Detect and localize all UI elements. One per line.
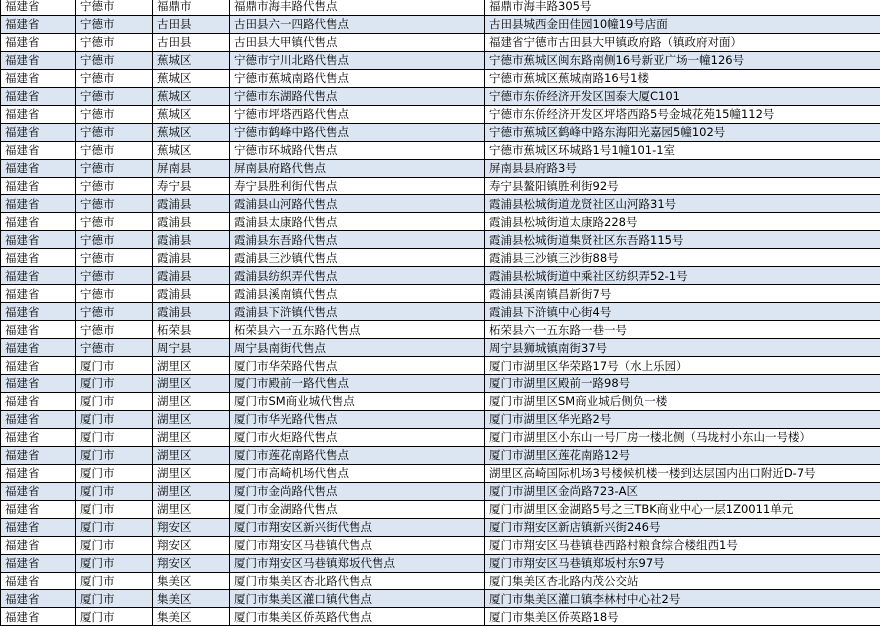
city-cell: 宁德市 (76, 339, 153, 357)
province-cell: 福建省 (1, 141, 76, 159)
city-cell: 宁德市 (76, 231, 153, 249)
province-cell: 福建省 (1, 410, 76, 428)
province-cell: 福建省 (1, 69, 76, 87)
address-cell: 厦门市湖里区金尚路723-A区 (485, 482, 880, 500)
agency-name-cell: 厦门市金湖路代售点 (230, 500, 485, 518)
table-row (1, 500, 880, 518)
agency-name-cell: 宁德市环城路代售点 (230, 141, 485, 159)
district-cell: 霞浦县 (153, 267, 230, 285)
district-cell: 集美区 (153, 590, 230, 608)
city-cell: 宁德市 (76, 69, 153, 87)
city-cell: 宁德市 (76, 51, 153, 69)
province-cell: 福建省 (1, 375, 76, 393)
city-cell: 厦门市 (76, 357, 153, 375)
district-cell: 翔安区 (153, 554, 230, 572)
address-cell: 厦门市翔安区新店镇新兴街246号 (485, 518, 880, 536)
table-row (1, 446, 880, 464)
province-cell: 福建省 (1, 536, 76, 554)
address-cell: 霞浦县松城街道太康路228号 (485, 213, 880, 231)
province-cell: 福建省 (1, 105, 76, 123)
city-cell: 厦门市 (76, 572, 153, 590)
district-cell: 霞浦县 (153, 231, 230, 249)
agency-name-cell: 柘荣县六一五东路代售点 (230, 321, 485, 339)
district-cell: 翔安区 (153, 518, 230, 536)
district-cell: 湖里区 (153, 410, 230, 428)
city-cell: 宁德市 (76, 123, 153, 141)
district-cell: 蕉城区 (153, 123, 230, 141)
table-row (1, 231, 880, 249)
city-cell: 厦门市 (76, 518, 153, 536)
address-cell: 厦门市湖里区金湖路5号之三TBK商业中心一层1Z0011单元 (485, 500, 880, 518)
district-cell: 翔安区 (153, 536, 230, 554)
table-row (1, 33, 880, 51)
city-cell: 厦门市 (76, 410, 153, 428)
agency-name-cell: 厦门市集美区侨英路代售点 (230, 608, 485, 626)
address-cell: 宁德市蕉城区蕉城南路16号1楼 (485, 69, 880, 87)
agency-name-cell: 厦门市集美区杏北路代售点 (230, 572, 485, 590)
address-cell: 屏南县县府路3号 (485, 159, 880, 177)
city-cell: 厦门市 (76, 375, 153, 393)
address-cell: 宁德市蕉城区闽东路南侧16号新亚广场一幢126号 (485, 51, 880, 69)
address-cell: 厦门市翔安区马巷镇巷西路村粮食综合楼组西1号 (485, 536, 880, 554)
agency-name-cell: 厦门市莲花南路代售点 (230, 446, 485, 464)
province-cell: 福建省 (1, 428, 76, 446)
agency-name-cell: 宁德市宁川北路代售点 (230, 51, 485, 69)
address-cell: 宁德市东侨经济开发区坪塔西路5号金城花苑15幢112号 (485, 105, 880, 123)
province-cell: 福建省 (1, 123, 76, 141)
district-cell: 集美区 (153, 608, 230, 626)
address-cell: 厦门市湖里区华荣路17号（水上乐园） (485, 357, 880, 375)
table-row (1, 15, 880, 33)
table-row (1, 321, 880, 339)
city-cell: 宁德市 (76, 213, 153, 231)
agency-name-cell: 厦门市华荣路代售点 (230, 357, 485, 375)
agency-name-cell: 厦门市翔安区马巷镇代售点 (230, 536, 485, 554)
district-cell: 霞浦县 (153, 285, 230, 303)
agency-name-cell: 宁德市蕉城南路代售点 (230, 69, 485, 87)
province-cell: 福建省 (1, 446, 76, 464)
table-row (1, 285, 880, 303)
city-cell: 宁德市 (76, 195, 153, 213)
district-cell: 柘荣县 (153, 321, 230, 339)
address-cell: 周宁县狮城镇南街37号 (485, 339, 880, 357)
table-row (1, 249, 880, 267)
province-cell: 福建省 (1, 285, 76, 303)
province-cell: 福建省 (1, 500, 76, 518)
city-cell: 厦门市 (76, 428, 153, 446)
district-cell: 福鼎市 (153, 0, 230, 15)
table-row (1, 51, 880, 69)
table-row (1, 375, 880, 393)
province-cell: 福建省 (1, 608, 76, 626)
agency-name-cell: 霞浦县东吾路代售点 (230, 231, 485, 249)
table-row (1, 105, 880, 123)
table-row (1, 392, 880, 410)
province-cell: 福建省 (1, 464, 76, 482)
address-cell: 厦门市湖里区殿前一路98号 (485, 375, 880, 393)
district-cell: 古田县 (153, 15, 230, 33)
agency-name-cell: 厦门市火炬路代售点 (230, 428, 485, 446)
agency-name-cell: 厦门市SM商业城代售点 (230, 392, 485, 410)
district-cell: 古田县 (153, 33, 230, 51)
province-cell: 福建省 (1, 267, 76, 285)
table-row (1, 303, 880, 321)
city-cell: 厦门市 (76, 464, 153, 482)
agency-name-cell: 宁德市东湖路代售点 (230, 87, 485, 105)
address-cell: 湖里区高崎国际机场3号楼候机楼一楼到达层国内出口附近D-7号 (485, 464, 880, 482)
address-cell: 霞浦县溪南镇昌新街7号 (485, 285, 880, 303)
agency-name-cell: 厦门市殿前一路代售点 (230, 375, 485, 393)
city-cell: 宁德市 (76, 177, 153, 195)
table-row (1, 464, 880, 482)
agency-name-cell: 厦门市高崎机场代售点 (230, 464, 485, 482)
address-cell: 厦门市湖里区华光路2号 (485, 410, 880, 428)
table-row (1, 518, 880, 536)
address-cell: 厦门市湖里区小东山一号厂房一楼北侧（马垅村小东山一号楼） (485, 428, 880, 446)
address-cell: 古田县城西金田佳园10幢19号店面 (485, 15, 880, 33)
province-cell: 福建省 (1, 213, 76, 231)
city-cell: 宁德市 (76, 303, 153, 321)
district-cell: 蕉城区 (153, 69, 230, 87)
city-cell: 宁德市 (76, 33, 153, 51)
agency-name-cell: 古田县六一四路代售点 (230, 15, 485, 33)
table-row (1, 590, 880, 608)
province-cell: 福建省 (1, 177, 76, 195)
agency-name-cell: 屏南县府路代售点 (230, 159, 485, 177)
address-cell: 宁德市东侨经济开发区国泰大厦C101 (485, 87, 880, 105)
district-cell: 霞浦县 (153, 195, 230, 213)
address-cell: 厦门市湖里区SM商业城后侧负一楼 (485, 392, 880, 410)
district-cell: 湖里区 (153, 464, 230, 482)
address-cell: 厦门市集美区灌口镇李林村中心社2号 (485, 590, 880, 608)
table-row (1, 410, 880, 428)
district-cell: 湖里区 (153, 500, 230, 518)
district-cell: 蕉城区 (153, 105, 230, 123)
address-cell: 厦门市湖里区莲花南路12号 (485, 446, 880, 464)
table-row (1, 482, 880, 500)
city-cell: 宁德市 (76, 0, 153, 15)
agency-name-cell: 霞浦县纺织弄代售点 (230, 267, 485, 285)
agency-name-cell: 厦门市华光路代售点 (230, 410, 485, 428)
city-cell: 厦门市 (76, 608, 153, 626)
table-row (1, 87, 880, 105)
province-cell: 福建省 (1, 339, 76, 357)
district-cell: 集美区 (153, 572, 230, 590)
city-cell: 宁德市 (76, 249, 153, 267)
province-cell: 福建省 (1, 572, 76, 590)
city-cell: 宁德市 (76, 105, 153, 123)
agency-name-cell: 霞浦县下浒镇代售点 (230, 303, 485, 321)
table-row (1, 195, 880, 213)
city-cell: 厦门市 (76, 590, 153, 608)
address-cell: 厦门集美区杏北路内茂公交站 (485, 572, 880, 590)
province-cell: 福建省 (1, 15, 76, 33)
district-cell: 霞浦县 (153, 249, 230, 267)
address-cell: 霞浦县下浒镇中心街4号 (485, 303, 880, 321)
district-cell: 寿宁县 (153, 177, 230, 195)
district-cell: 蕉城区 (153, 141, 230, 159)
table-row (1, 357, 880, 375)
address-cell: 霞浦县松城街道中乘社区纺织弄52-1号 (485, 267, 880, 285)
district-cell: 屏南县 (153, 159, 230, 177)
province-cell: 福建省 (1, 231, 76, 249)
table-row (1, 339, 880, 357)
address-cell: 福鼎市海丰路305号 (485, 0, 880, 15)
city-cell: 厦门市 (76, 536, 153, 554)
district-cell: 湖里区 (153, 428, 230, 446)
table-row (1, 177, 880, 195)
agency-name-cell: 霞浦县三沙镇代售点 (230, 249, 485, 267)
table-row (1, 267, 880, 285)
district-cell: 周宁县 (153, 339, 230, 357)
address-cell: 厦门市集美区侨英路18号 (485, 608, 880, 626)
province-cell: 福建省 (1, 303, 76, 321)
province-cell: 福建省 (1, 0, 76, 15)
table-row (1, 536, 880, 554)
city-cell: 厦门市 (76, 392, 153, 410)
city-cell: 宁德市 (76, 141, 153, 159)
table-row (1, 159, 880, 177)
province-cell: 福建省 (1, 590, 76, 608)
table-row (1, 572, 880, 590)
agency-name-cell: 厦门市翔安区马巷镇郑坂代售点 (230, 554, 485, 572)
district-cell: 湖里区 (153, 446, 230, 464)
address-cell: 厦门市翔安区马巷镇郑坂村东97号 (485, 554, 880, 572)
district-cell: 湖里区 (153, 482, 230, 500)
address-cell: 福建省宁德市古田县大甲镇政府路（镇政府对面） (485, 33, 880, 51)
province-cell: 福建省 (1, 518, 76, 536)
province-cell: 福建省 (1, 51, 76, 69)
agency-name-cell: 霞浦县溪南镇代售点 (230, 285, 485, 303)
agency-name-cell: 福鼎市海丰路代售点 (230, 0, 485, 15)
agency-name-cell: 周宁县南街代售点 (230, 339, 485, 357)
address-cell: 宁德市蕉城区环城路1号1幢101-1室 (485, 141, 880, 159)
address-cell: 寿宁县鳌阳镇胜利街92号 (485, 177, 880, 195)
table-row (1, 69, 880, 87)
district-cell: 蕉城区 (153, 87, 230, 105)
district-cell: 霞浦县 (153, 303, 230, 321)
agency-name-cell: 厦门市金尚路代售点 (230, 482, 485, 500)
province-cell: 福建省 (1, 249, 76, 267)
province-cell: 福建省 (1, 195, 76, 213)
agency-name-cell: 古田县大甲镇代售点 (230, 33, 485, 51)
agency-name-cell: 霞浦县山河路代售点 (230, 195, 485, 213)
province-cell: 福建省 (1, 159, 76, 177)
city-cell: 厦门市 (76, 446, 153, 464)
district-cell: 蕉城区 (153, 51, 230, 69)
agency-name-cell: 厦门市翔安区新兴街代售点 (230, 518, 485, 536)
address-cell: 霞浦县松城街道集贤社区东吾路115号 (485, 231, 880, 249)
address-cell: 柘荣县六一五东路一巷一号 (485, 321, 880, 339)
city-cell: 厦门市 (76, 482, 153, 500)
city-cell: 厦门市 (76, 554, 153, 572)
city-cell: 宁德市 (76, 321, 153, 339)
table-row (1, 123, 880, 141)
address-cell: 霞浦县松城街道龙贤社区山河路31号 (485, 195, 880, 213)
table-row (1, 213, 880, 231)
agency-name-cell: 霞浦县太康路代售点 (230, 213, 485, 231)
province-cell: 福建省 (1, 482, 76, 500)
city-cell: 宁德市 (76, 285, 153, 303)
address-cell: 霞浦县三沙镇三沙街88号 (485, 249, 880, 267)
province-cell: 福建省 (1, 392, 76, 410)
address-cell: 宁德市蕉城区鹤峰中路东海阳光嘉园5幢102号 (485, 123, 880, 141)
agency-name-cell: 宁德市坪塔西路代售点 (230, 105, 485, 123)
table-row (1, 141, 880, 159)
district-cell: 霞浦县 (153, 213, 230, 231)
city-cell: 宁德市 (76, 15, 153, 33)
province-cell: 福建省 (1, 554, 76, 572)
table-row (1, 554, 880, 572)
province-cell: 福建省 (1, 87, 76, 105)
province-cell: 福建省 (1, 33, 76, 51)
district-cell: 湖里区 (153, 357, 230, 375)
city-cell: 宁德市 (76, 267, 153, 285)
agency-name-cell: 寿宁县胜利街代售点 (230, 177, 485, 195)
district-cell: 湖里区 (153, 392, 230, 410)
table-row (1, 428, 880, 446)
agency-name-cell: 厦门市集美区灌口镇代售点 (230, 590, 485, 608)
city-cell: 宁德市 (76, 159, 153, 177)
city-cell: 宁德市 (76, 87, 153, 105)
table-body (1, 0, 880, 626)
province-cell: 福建省 (1, 357, 76, 375)
city-cell: 厦门市 (76, 500, 153, 518)
province-cell: 福建省 (1, 321, 76, 339)
agency-name-cell: 宁德市鹤峰中路代售点 (230, 123, 485, 141)
district-cell: 湖里区 (153, 375, 230, 393)
table-row (1, 0, 880, 15)
